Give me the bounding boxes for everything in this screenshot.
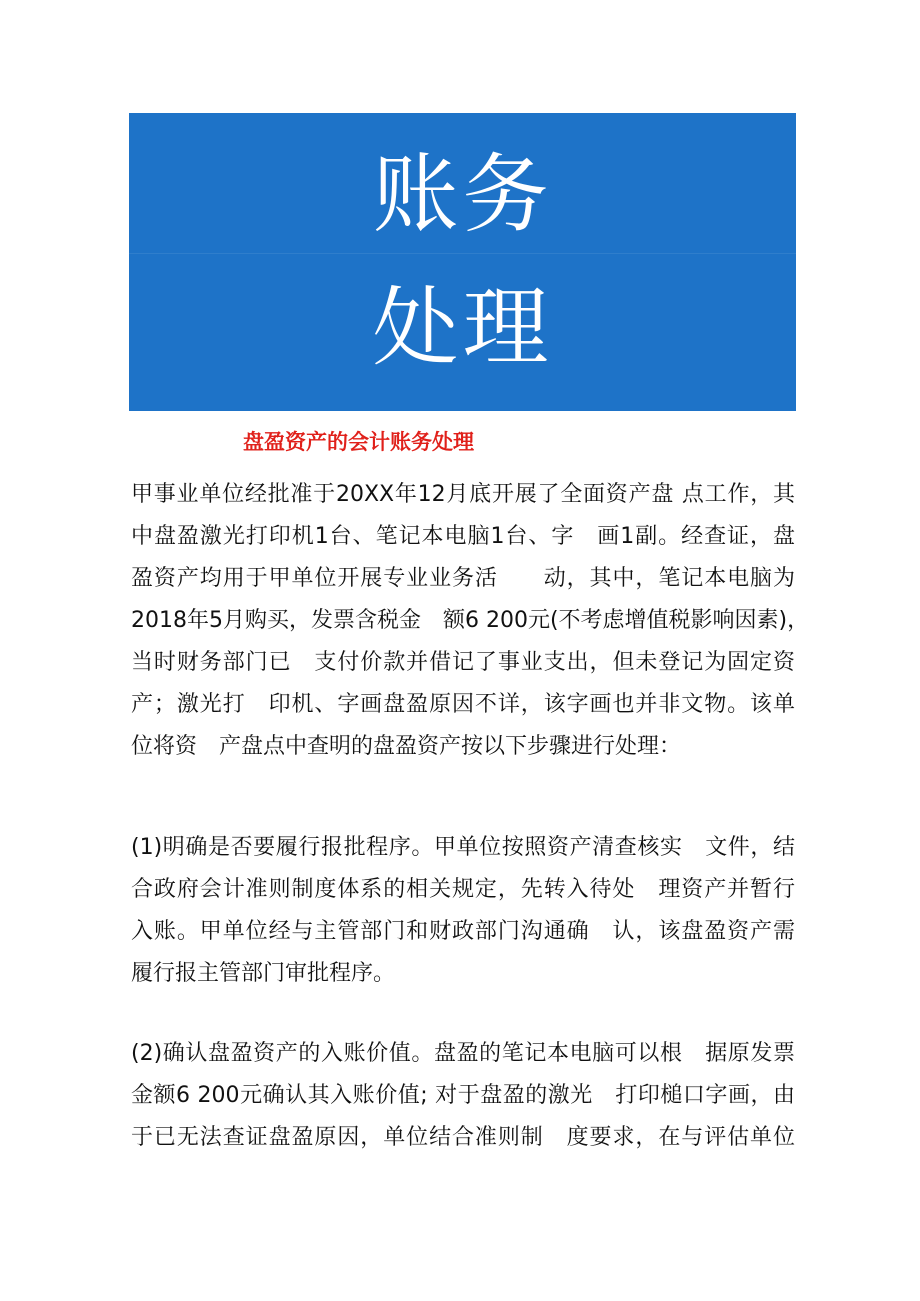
text-line: (1)明确是否要履行报批程序。甲单位按照资产清查核实 文件，结	[131, 835, 795, 860]
text-line: 2018年5月购买，发票含税金 额6 200元(不考虑增值税影响因素)，	[131, 608, 810, 633]
text-line: 合政府会计准则制度体系的相关规定，先转入待处 理资产并暂行	[131, 877, 795, 902]
title-banner	[129, 113, 796, 411]
banner-title-line-2: 处理	[372, 278, 553, 378]
text-line: 甲事业单位经批准于20XX年12月底开展了全面资产盘 点工作，其	[131, 482, 795, 507]
text-line: 履行报主管部门审批程序。	[131, 961, 396, 986]
paragraph-step-1	[131, 827, 795, 995]
text-line: 中盘盈激光打印机1台、笔记本电脑1台、字 画1副。经查证，盘	[131, 524, 795, 549]
text-line: 于已无法查证盘盈原因，单位结合准则制 度要求，在与评估单位	[131, 1125, 795, 1150]
document-title: 盘盈资产的会计账务处理	[243, 430, 474, 454]
banner-title-line-1: 账务	[372, 145, 553, 245]
banner-divider	[129, 253, 796, 254]
text-line: 入账。甲单位经与主管部门和财政部门沟通确 认，该盘盈资产需	[131, 919, 795, 944]
text-line: 盈资产均用于甲单位开展专业业务活 动，其中，笔记本电脑为	[131, 566, 795, 591]
text-line: (2)确认盘盈资产的入账价值。盘盈的笔记本电脑可以根 据原发票	[131, 1041, 795, 1066]
paragraph-step-2	[131, 1033, 795, 1159]
text-line: 产；激光打 印机、字画盘盈原因不详，该字画也并非文物。该单	[131, 692, 795, 717]
text-line: 位将资 产盘点中查明的盘盈资产按以下步骤进行处理：	[131, 734, 682, 759]
text-line: 当时财务部门已 支付价款并借记了事业支出，但未登记为固定资	[131, 650, 795, 675]
paragraph-intro	[131, 474, 810, 768]
text-line: 金额6 200元确认其入账价值; 对于盘盈的激光 打印槌口字画，由	[131, 1083, 795, 1108]
